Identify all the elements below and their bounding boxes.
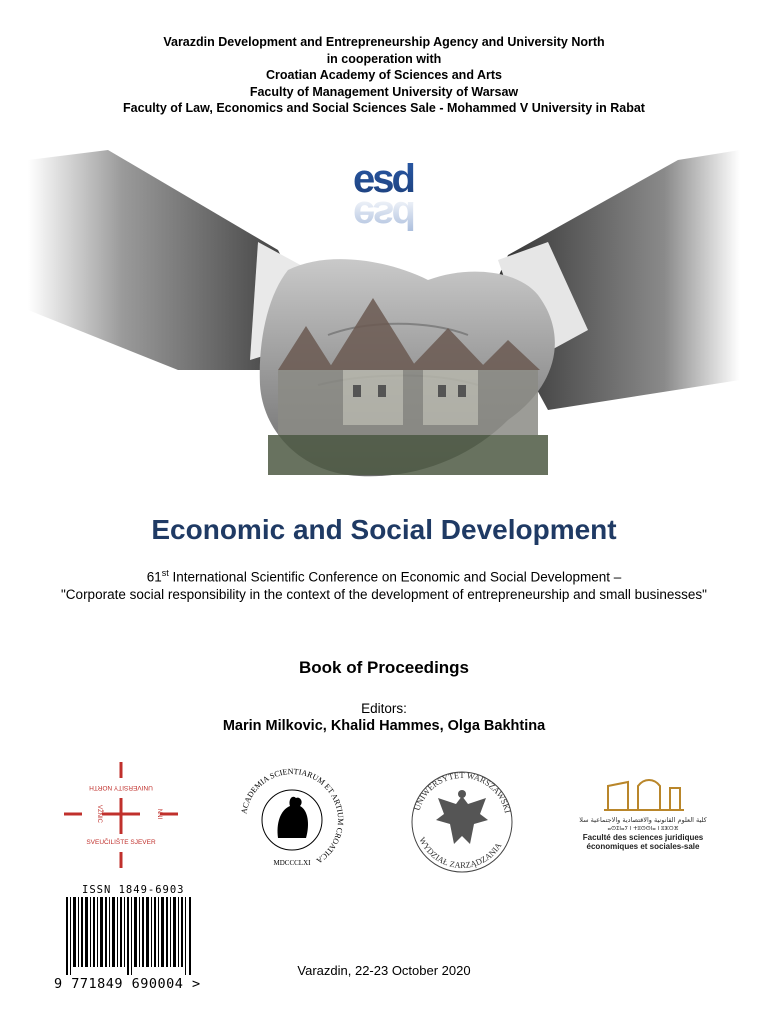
conference-description <box>60 565 708 603</box>
organizer-line-1: Varazdin Development and Entrepreneurship Agency and University North <box>163 35 605 49</box>
editors-names: Marin Milkovic, Khalid Hammes, Olga Bakhtina <box>222 718 546 734</box>
issn-label: ISSN 1849-6903 <box>82 884 185 896</box>
svg-text:كلية العلوم القانونية والاقتصا: كلية العلوم القانونية والاقتصادية والاجتماعية سلا <box>579 816 707 824</box>
svg-text:SVEUČILIŠTE SJEVER: SVEUČILIŠTE SJEVER <box>86 839 156 846</box>
conference-subtitle: "Corporate social responsibility in the context of the development of entrepreneurship and small businesses" <box>61 586 707 602</box>
conference-name-line <box>60 565 708 586</box>
svg-text:ACADEMIA SCIENTIARUM ET ARTIUM: ACADEMIA SCIENTIARUM ET ARTIUM CROATICA <box>239 766 346 866</box>
barcode-digits: 9 771849 690004 > <box>54 976 201 992</box>
handshake-illustration <box>28 130 740 512</box>
book-of-proceedings-label: Book of Proceedings <box>298 658 470 677</box>
conference-number: 61 <box>146 569 162 585</box>
organizer-line-2: in cooperation with <box>326 51 442 66</box>
svg-text:esd: esd <box>353 193 413 237</box>
organizer-line-4: Faculty of Management University of Warsaw <box>249 84 519 99</box>
organizer-line-5: Faculty of Law, Economics and Social Sciences Sale - Mohammed V University in Rabat <box>123 101 645 115</box>
svg-text:WYDZIAŁ ZARZĄDZANIA: WYDZIAŁ ZARZĄDZANIA <box>417 835 504 871</box>
organizer-header <box>0 34 768 117</box>
conference-number-suffix: st <box>161 568 169 578</box>
croatian-academy-logo <box>238 766 346 874</box>
svg-text:MDCCCLXI: MDCCCLXI <box>273 859 311 867</box>
svg-text:esd: esd <box>353 157 413 201</box>
conference-date-location: Varazdin, 22-23 October 2020 <box>297 963 471 978</box>
editors-label: Editors: <box>361 701 407 716</box>
svg-text:VŽNIC: VŽNIC <box>96 805 102 823</box>
esd-logo <box>353 157 413 237</box>
svg-text:UNIWERSYTET WARSZAWSKI: UNIWERSYTET WARSZAWSKI <box>411 769 513 814</box>
svg-text:Faculté des sciences juridique: Faculté des sciences juridiques <box>582 833 704 842</box>
svg-text:UNIVERSITY NORTH: UNIVERSITY NORTH <box>89 784 153 791</box>
university-of-warsaw-logo <box>408 768 516 876</box>
svg-text:ⴰⵙⵉⵏⴰⵢ ⵏ ⵜⵓⵙⵙⵏⴰ ⵏ ⵓⵣⵔⴼ: ⴰⵙⵉⵏⴰⵢ ⵏ ⵜⵓⵙⵙⵏⴰ ⵏ ⵓⵣⵔⴼ <box>607 826 679 832</box>
university-north-logo <box>62 758 180 870</box>
conference-name: International Scientific Conference on Economic and Social Development – <box>168 569 622 585</box>
book-title: Economic and Social Development <box>151 514 617 545</box>
organizer-line-3: Croatian Academy of Sciences and Arts <box>266 68 502 82</box>
svg-text:économiques et sociales-sale: économiques et sociales-sale <box>586 842 700 851</box>
faculty-rabat-sale-logo <box>568 772 718 856</box>
svg-text:NNI: NNI <box>156 808 162 820</box>
